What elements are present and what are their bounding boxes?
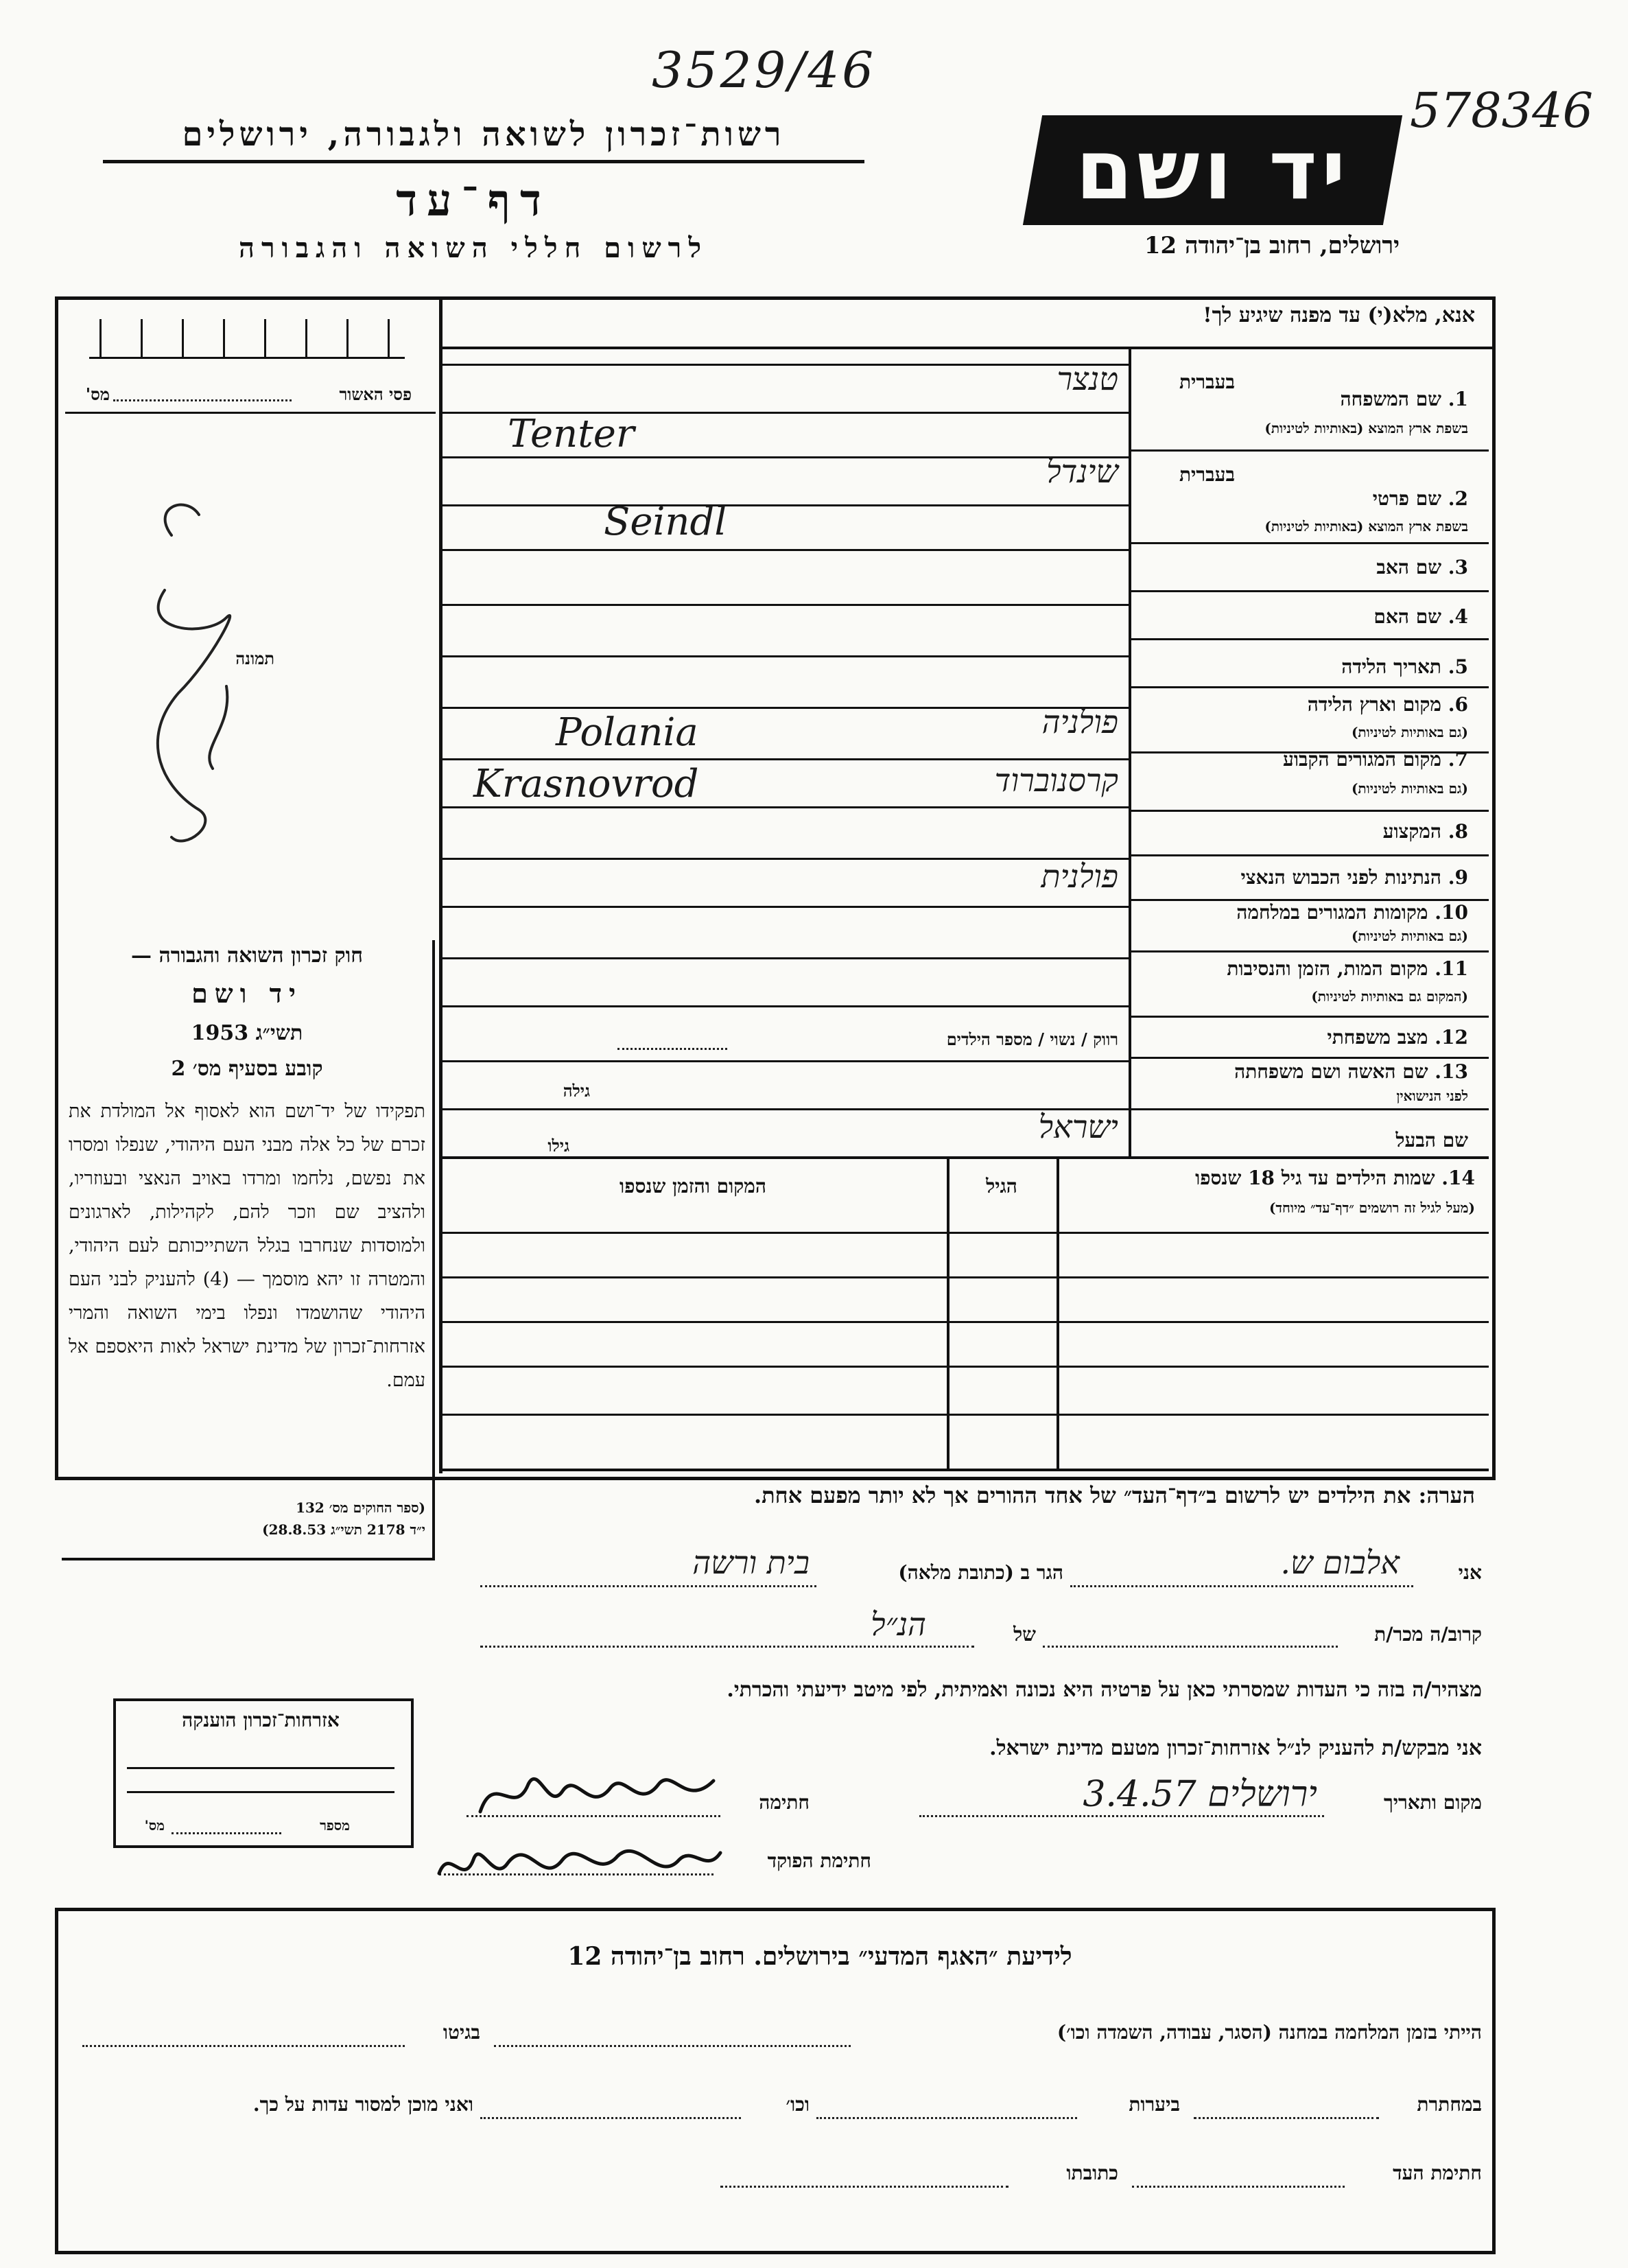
husband-name-label: שם הבעל — [1395, 1129, 1468, 1151]
research-title: לידיעת ״האגף המדעי״ בירושלים. רחוב בן־יהודה 12 — [567, 1942, 1072, 1971]
research-line2-b: ביערות — [1129, 2093, 1180, 2116]
field-7-value-hebrew: קרסנוברוד — [994, 762, 1118, 799]
photo-scribble — [123, 480, 288, 865]
husband-age-label: גילו — [547, 1136, 569, 1156]
field-11-label: 11. מקום המות, הזמן והנסיבות — [1227, 957, 1468, 980]
wife-age-label: גילה — [563, 1081, 590, 1101]
approval-label: פסי האשור — [339, 384, 412, 404]
field-6-value-latin: Polania — [556, 710, 698, 755]
field-6-sub: (גם באותיות לטיניות) — [1351, 724, 1468, 740]
field-6-value-hebrew: פולניה — [1041, 703, 1118, 740]
children-sub: (מעל לגיל זה רושמים ״דף־עד״ מיוחד) — [1269, 1200, 1475, 1216]
field-9-value-hebrew: פולנית — [1041, 858, 1118, 895]
field-11-sub: (המקום גם באותיות לטיניות) — [1311, 988, 1468, 1005]
law-year: תשי״ג 1953 — [191, 1021, 303, 1045]
place-date-value: ירושלים 3.4.57 — [1083, 1774, 1317, 1815]
authority-underline — [103, 160, 864, 163]
field-6-label: 6. מקום וארץ הלידה — [1307, 693, 1468, 716]
authority-name: רשות־זכרון לשואה ולגבורה, ירושלים — [182, 115, 786, 154]
husband-value: ישראל — [1038, 1108, 1118, 1145]
left-column-divider — [439, 296, 443, 1473]
statement-2: אני מבקש/ת להעניק לנ״ל אזרחות־זכרון מטעם מדינת ישראל. — [989, 1736, 1482, 1760]
signature-label: חתימה — [759, 1791, 810, 1814]
research-line2-a: במחתרת — [1417, 2093, 1482, 2116]
law-title: חוק זכרון השואה והגבורה — — [131, 944, 363, 968]
photo-label: תמונה — [235, 648, 274, 668]
field-2-value-latin: Seindl — [604, 500, 727, 544]
field-1-hebrew-tag: בעברית — [1179, 371, 1235, 393]
place-date-label: מקום ותאריך — [1383, 1791, 1482, 1814]
of-label: של — [1013, 1623, 1036, 1646]
research-line1-b: בגיטו — [443, 2021, 480, 2044]
tick-boxes — [89, 319, 405, 359]
citizenship-no-label: מס' — [144, 1817, 165, 1834]
field-9-label: 9. הנתינות לפני הכבוש הנאצי — [1240, 866, 1468, 889]
research-line2-d: ואני מוכן למסור עדות על כך. — [252, 2093, 473, 2116]
declarant-label: אני — [1458, 1561, 1482, 1584]
field-12-label: 12. מצב משפחתי — [1327, 1026, 1468, 1049]
instructions-divider — [439, 347, 1492, 349]
children-table-vertical-1 — [1057, 1156, 1059, 1469]
children-table-vertical-2 — [947, 1156, 949, 1469]
field-7-label: 7. מקום המגורים הקבוע — [1283, 748, 1468, 771]
research-line1-a: הייתי בזמן המלחמה במחנה (הסגר, עבודה, השמדה וכו׳) — [1057, 2021, 1482, 2044]
yad-vashem-logo: יד ושם — [1023, 115, 1402, 225]
declarant-value: אלבום ש. — [1280, 1544, 1400, 1581]
field-2-value-hebrew: שינדל — [1046, 453, 1118, 490]
field-4-label: 4. שם האם — [1373, 605, 1468, 628]
children-age-header: הגיל — [986, 1175, 1017, 1197]
field-1-value-hebrew: טנצר — [1057, 360, 1118, 397]
form-subtitle: לרשום חללי השואה והגבורה — [238, 232, 709, 264]
citizenship-title: אזרחות־זכרון הוענקה — [182, 1709, 340, 1731]
research-line2-c: וכו׳ — [786, 2093, 810, 2116]
field-13-label: 13. שם האשה ושם משפחתה — [1234, 1060, 1468, 1083]
residence-label: הגר ב (כתובת מלאה) — [898, 1561, 1063, 1584]
law-clause: קובע בסעיף מס׳ 2 — [171, 1057, 323, 1081]
statement-1: מצהיר/ה בזה כי העדות שמסרתי כאן על פרטיה היא נכונה ואמיתית, לפי מיטב ידיעתי והכרתי. — [727, 1678, 1482, 1702]
research-line3-b: כתובתו — [1066, 2162, 1118, 2184]
officer-signature-label: חתימת הפוקד — [767, 1849, 871, 1872]
children-title: 14. שמות הילדים עד גיל 18 שנספו — [1195, 1167, 1475, 1189]
field-10-label: 10. מקומות המגורים במלחמה — [1236, 901, 1468, 924]
declarant-signature — [473, 1757, 720, 1825]
field-1-sub: בשפת ארץ המוצא (באותיות לטיניות) — [1264, 420, 1468, 436]
law-body: תפקידו של יד־ושם הוא לאסוף אל המולדת את זכרם של כל אלה מבני העם היהודי, שנפלו ומסרו את נפשם, נלחמו ומרדו באויב הנאצי ובעוזריו, ולהציב שם וזכר להם, לקהילות, לארגונים ולמוסדות שנחרבו בגלל השתייכותם לעם היהודי, והמטרה זו יהא מוסמך — (4) להעניק לבני העם היהודי שהושמדו ונפלו בימי השואה והמרי אזרחות־זכרון של מדינת ישראל לאות היאספם אל עמם. — [69, 1101, 425, 1391]
field-10-sub: (גם באותיות לטיניות) — [1351, 928, 1468, 944]
law-footer-1: (ספר החוקים מס׳ 132 — [296, 1499, 425, 1516]
residence-value: בית ורשה — [692, 1544, 810, 1581]
note: הערה: את הילדים יש לרשום ב״דף־העד״ של אחד ההורים אך לא יותר מפעם אחת. — [753, 1482, 1475, 1508]
field-2-hebrew-tag: בעברית — [1179, 463, 1235, 486]
instructions: אנא, מלא(י) עד מפנה שיגיע לך! — [1203, 303, 1475, 327]
children-place-header: המקום והזמן שנספו — [620, 1175, 766, 1197]
family-status-options: רווק / נשוי / מספר הילדים — [946, 1029, 1118, 1049]
officer-signature — [432, 1825, 727, 1894]
field-2-label: 2. שם פרטי — [1372, 487, 1468, 510]
field-2-sub: בשפת ארץ המוצא (באותיות לטיניות) — [1264, 518, 1468, 535]
law-footer-2: י״ד 2178 תשי״ג 28.8.53) — [262, 1521, 425, 1538]
form-title: דף־עד — [396, 175, 551, 226]
handwritten-record-number: 578346 — [1410, 82, 1594, 139]
approval-dotline — [113, 399, 292, 401]
handwritten-file-number: 3529/46 — [652, 41, 877, 99]
field-8-label: 8. המקצוע — [1382, 820, 1468, 843]
field-7-sub: (גם באותיות לטיניות) — [1351, 780, 1468, 797]
law-name: יד ושם — [191, 978, 303, 1009]
research-line3-a: חתימת העד — [1393, 2162, 1482, 2184]
field-3-label: 3. שם האב — [1376, 556, 1468, 578]
address: ירושלים, רחוב בן־יהודה 12 — [1144, 232, 1400, 259]
relation-label: קרוב/ה מכר/ת — [1374, 1623, 1482, 1646]
field-1-label: 1. שם המשפחה — [1340, 388, 1468, 410]
field-13-sub: לפני הנישואין — [1396, 1088, 1468, 1104]
field-1-value-latin: Tenter — [508, 412, 635, 456]
field-7-value-latin: Krasnovrod — [473, 762, 699, 806]
citizenship-number-label: מספר — [320, 1817, 350, 1834]
field-5-label: 5. תאריך הלידה — [1341, 655, 1468, 678]
relation-value: הנ״ל — [871, 1606, 926, 1643]
approval-number-label: מס' — [85, 384, 110, 404]
